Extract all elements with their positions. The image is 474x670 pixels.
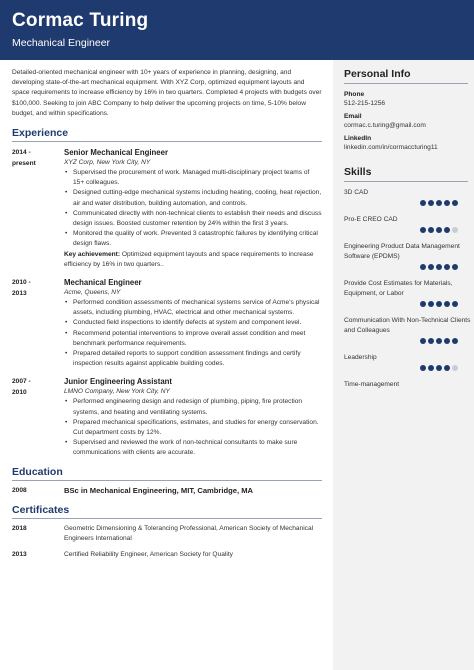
job-dates: 2007 - 2010 bbox=[12, 378, 31, 397]
skill-level-dots bbox=[344, 301, 468, 307]
skill-name: Engineering Product Data Management Software (EPDMS) bbox=[344, 243, 460, 260]
skill-item bbox=[344, 353, 468, 371]
main-column bbox=[12, 68, 322, 567]
filled-dot-icon bbox=[420, 227, 426, 233]
filled-dot-icon bbox=[444, 200, 450, 206]
job-bullets bbox=[64, 397, 322, 458]
skill-name: Communication With Non-Technical Clients and Colleagues bbox=[344, 317, 471, 334]
certificate-name: Geometric Dimensioning & Tolerancing Professional, American Society of Mechanical Engineers International bbox=[64, 524, 314, 543]
job-entry bbox=[12, 277, 322, 369]
linkedin-label: LinkedIn bbox=[344, 135, 372, 142]
skill-item bbox=[344, 316, 471, 344]
skill-level-dots bbox=[344, 338, 468, 344]
education-list bbox=[12, 486, 322, 496]
filled-dot-icon bbox=[420, 365, 426, 371]
certificate-item bbox=[12, 550, 322, 560]
filled-dot-icon bbox=[444, 338, 450, 344]
skill-name: Leadership bbox=[344, 354, 377, 361]
certificate-item bbox=[12, 524, 322, 544]
filled-dot-icon bbox=[452, 264, 458, 270]
education-item bbox=[12, 486, 322, 496]
key-achievement: Key achievement: Optimized equipment layouts and space requirements to increase efficiency by 16% in two quarters.. bbox=[64, 250, 314, 268]
filled-dot-icon bbox=[428, 365, 434, 371]
filled-dot-icon bbox=[428, 200, 434, 206]
education-degree: BSc in Mechanical Engineering, MIT, Cambridge, MA bbox=[64, 485, 254, 495]
job-bullet: • Prepared detailed reports to support condition assessment findings and certify inspection results against applicable building codes. bbox=[64, 349, 322, 369]
filled-dot-icon bbox=[428, 227, 434, 233]
skill-name: Provide Cost Estimates for Materials, Equipment, or Labor bbox=[344, 280, 453, 297]
phone-label: Phone bbox=[344, 91, 365, 98]
job-title: Junior Engineering Assistant bbox=[64, 377, 173, 387]
skill-name: Time-management bbox=[344, 381, 400, 388]
job-bullet: • Supervised the procurement of work. Managed multi-disciplinary project teams of 15+ colleagues. bbox=[64, 168, 322, 188]
filled-dot-icon bbox=[420, 264, 426, 270]
key-achievement-label: Key achievement: bbox=[64, 250, 121, 258]
job-bullet: • Conducted field inspections to identify defects at system and component level. bbox=[64, 318, 322, 328]
job-title: Senior Mechanical Engineer bbox=[64, 148, 168, 158]
resume-header bbox=[0, 0, 474, 60]
job-title: Mechanical Engineer bbox=[64, 278, 142, 288]
filled-dot-icon bbox=[452, 301, 458, 307]
job-bullet: • Performed condition assessments of mechanical systems service of Acme's physical assets, including plumbing, HVAC, electrical and other mechanical systems. bbox=[64, 298, 322, 318]
skills-list bbox=[344, 188, 471, 398]
skill-level-dots bbox=[344, 200, 468, 206]
job-bullets bbox=[64, 298, 322, 369]
empty-dot-icon bbox=[452, 365, 458, 371]
job-bullet: • Supervised and reviewed the work of non-technical consultants to make sure communications with clients are accurate. bbox=[64, 438, 322, 458]
certificate-name: Certified Reliability Engineer, American Society for Quality bbox=[64, 551, 233, 559]
certificates-heading: Certificates bbox=[12, 504, 322, 519]
skill-level-dots bbox=[344, 365, 468, 371]
filled-dot-icon bbox=[444, 301, 450, 307]
skill-level-dots bbox=[344, 264, 468, 270]
filled-dot-icon bbox=[428, 338, 434, 344]
job-dates: 2014 - present bbox=[12, 149, 36, 168]
skills-heading: Skills bbox=[344, 166, 468, 182]
experience-heading: Experience bbox=[12, 127, 322, 142]
summary-text: Detailed-oriented mechanical engineer with 10+ years of experience in planning, designing, and developing state-of-the-art mechanical equipment. With XYZ Corp, optimized equipment layouts and space requirements to increase efficiency by 16% in two quarters. Completed 4 projects with budgets over $100,000. Seeking to join ABC Company to help deliver the upcoming projects on time, 5-10% below budget, and within specifications. bbox=[12, 69, 322, 117]
skill-item bbox=[344, 380, 468, 398]
skill-level-dots bbox=[344, 227, 468, 233]
skill-name: 3D CAD bbox=[344, 189, 369, 196]
linkedin-value[interactable]: linkedin.com/in/cormaccturing11 bbox=[344, 144, 438, 151]
certificate-year: 2013 bbox=[12, 551, 27, 559]
email-label: Email bbox=[344, 113, 362, 120]
job-entry bbox=[12, 147, 322, 270]
experience-list bbox=[12, 147, 322, 459]
job-body bbox=[64, 376, 322, 458]
job-bullet: • Monitored the quality of work. Prevented 3 catastrophic failures by identifying critical design flaws. bbox=[64, 229, 322, 249]
filled-dot-icon bbox=[428, 301, 434, 307]
job-company: Acme, Queens, NY bbox=[64, 289, 121, 297]
filled-dot-icon bbox=[444, 365, 450, 371]
filled-dot-icon bbox=[428, 264, 434, 270]
filled-dot-icon bbox=[436, 227, 442, 233]
certificates-list bbox=[12, 524, 322, 561]
job-bullet: • Prepared mechanical specifications, estimates, and studies for energy conservation. Cut department costs by 12%. bbox=[64, 418, 322, 438]
job-bullets bbox=[64, 168, 322, 250]
skill-item bbox=[344, 279, 468, 307]
filled-dot-icon bbox=[436, 264, 442, 270]
filled-dot-icon bbox=[444, 264, 450, 270]
certificate-year: 2018 bbox=[12, 524, 27, 532]
sidebar bbox=[333, 60, 474, 670]
phone-value: 512-215-1256 bbox=[344, 100, 386, 107]
skill-name: Pro-E CREO CAD bbox=[344, 216, 398, 223]
job-bullet: • Communicated directly with non-technical clients to establish their needs and discuss design issues. Boosted customer retention by 24% within the first 3 years. bbox=[64, 209, 322, 229]
skill-item bbox=[344, 188, 468, 206]
job-company: LMNO Company, New York City, NY bbox=[64, 388, 170, 396]
job-body bbox=[64, 147, 322, 270]
filled-dot-icon bbox=[420, 338, 426, 344]
empty-dot-icon bbox=[452, 227, 458, 233]
personal-info-heading: Personal Info bbox=[344, 68, 468, 84]
filled-dot-icon bbox=[436, 338, 442, 344]
filled-dot-icon bbox=[436, 365, 442, 371]
filled-dot-icon bbox=[436, 301, 442, 307]
education-year: 2008 bbox=[12, 486, 27, 494]
job-bullet: • Designed cutting-edge mechanical systems including heating, cooling, heat rejection, air and water distribution, building automation, and controls. bbox=[64, 188, 322, 208]
candidate-role: Mechanical Engineer bbox=[12, 37, 111, 49]
job-bullet: • Performed engineering design and redesign of plumbing, piping, fire protection systems, and heating and ventilating systems. bbox=[64, 397, 322, 417]
candidate-name: Cormac Turing bbox=[12, 10, 149, 31]
skill-item bbox=[344, 215, 468, 233]
education-heading: Education bbox=[12, 466, 322, 481]
job-dates: 2010 - 2013 bbox=[12, 279, 31, 298]
filled-dot-icon bbox=[452, 338, 458, 344]
skill-item bbox=[344, 242, 468, 270]
email-value[interactable]: cormac.c.turing@gmail.com bbox=[344, 122, 426, 129]
job-company: XYZ Corp, New York City, NY bbox=[64, 159, 151, 167]
job-entry bbox=[12, 376, 322, 458]
job-bullet: • Recommend potential interventions to improve overall asset condition and meet benchmark performance requirements. bbox=[64, 329, 322, 349]
filled-dot-icon bbox=[452, 200, 458, 206]
filled-dot-icon bbox=[420, 301, 426, 307]
job-body bbox=[64, 277, 322, 369]
filled-dot-icon bbox=[436, 200, 442, 206]
filled-dot-icon bbox=[420, 200, 426, 206]
filled-dot-icon bbox=[444, 227, 450, 233]
